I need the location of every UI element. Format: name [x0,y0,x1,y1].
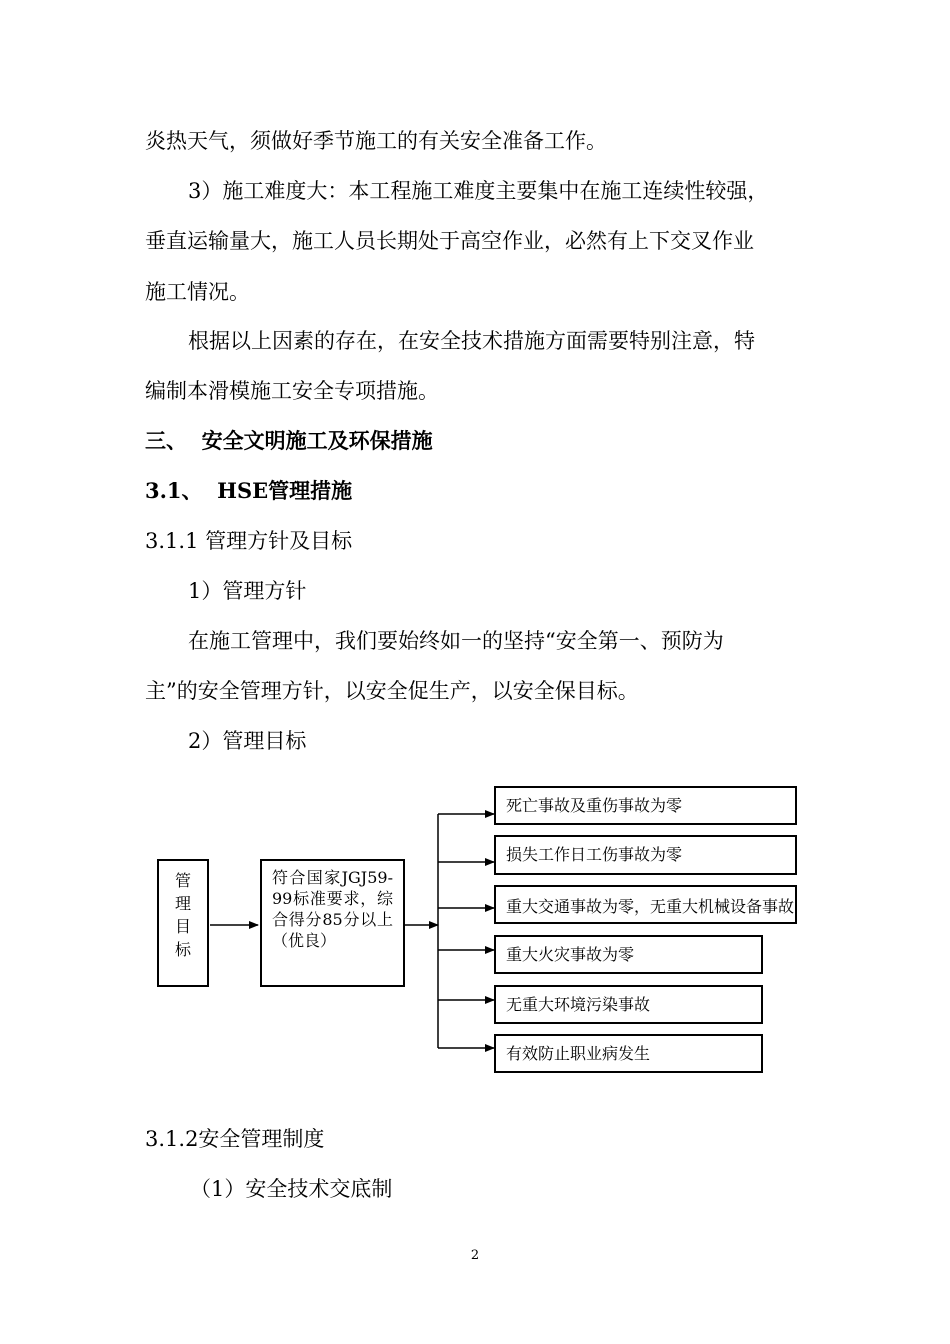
subsubsection-heading: 3.1.1 管理方针及目标 [145,529,353,553]
root-label: 管理目标 [175,871,192,959]
root-box [157,859,209,987]
goal-box: 重大火灾事故为零 [494,935,763,974]
goal-box: 死亡事故及重伤事故为零 [494,786,797,825]
criteria-box: 符合国家JGJ59-99标准要求，综合得分85分以上（优良） [260,859,405,987]
goal-box: 重大交通事故为零，无重大机械设备事故 [494,885,797,924]
paragraph: 主”的安全管理方针，以安全促生产，以安全保目标。 [145,679,639,703]
paragraph: 编制本滑模施工安全专项措施。 [145,379,439,403]
paragraph: 根据以上因素的存在，在安全技术措施方面需要特别注意，特 [188,329,755,353]
goal-box: 有效防止职业病发生 [494,1034,763,1073]
goal-box: 无重大环境污染事故 [494,985,763,1024]
section-heading: 三、 安全文明施工及环保措施 [145,428,433,453]
paragraph: 施工情况。 [145,280,250,304]
paragraph: 垂直运输量大，施工人员长期处于高空作业，必然有上下交叉作业 [145,229,754,253]
paragraph: 炎热天气，须做好季节施工的有关安全准备工作。 [145,129,607,153]
paragraph: 3）施工难度大：本工程施工难度主要集中在施工连续性较强， [188,179,769,203]
subsection-heading: 3.1、 HSE管理措施 [145,478,353,503]
paragraph: （1）安全技术交底制 [190,1177,393,1201]
subsubsection-heading: 3.1.2安全管理制度 [145,1127,325,1151]
paragraph: 在施工管理中，我们要始终如一的坚持“安全第一、预防为 [188,629,724,653]
paragraph: 1）管理方针 [188,579,307,603]
goal-box: 损失工作日工伤事故为零 [494,835,797,875]
page-number: 2 [470,1248,480,1263]
paragraph: 2）管理目标 [188,729,307,753]
